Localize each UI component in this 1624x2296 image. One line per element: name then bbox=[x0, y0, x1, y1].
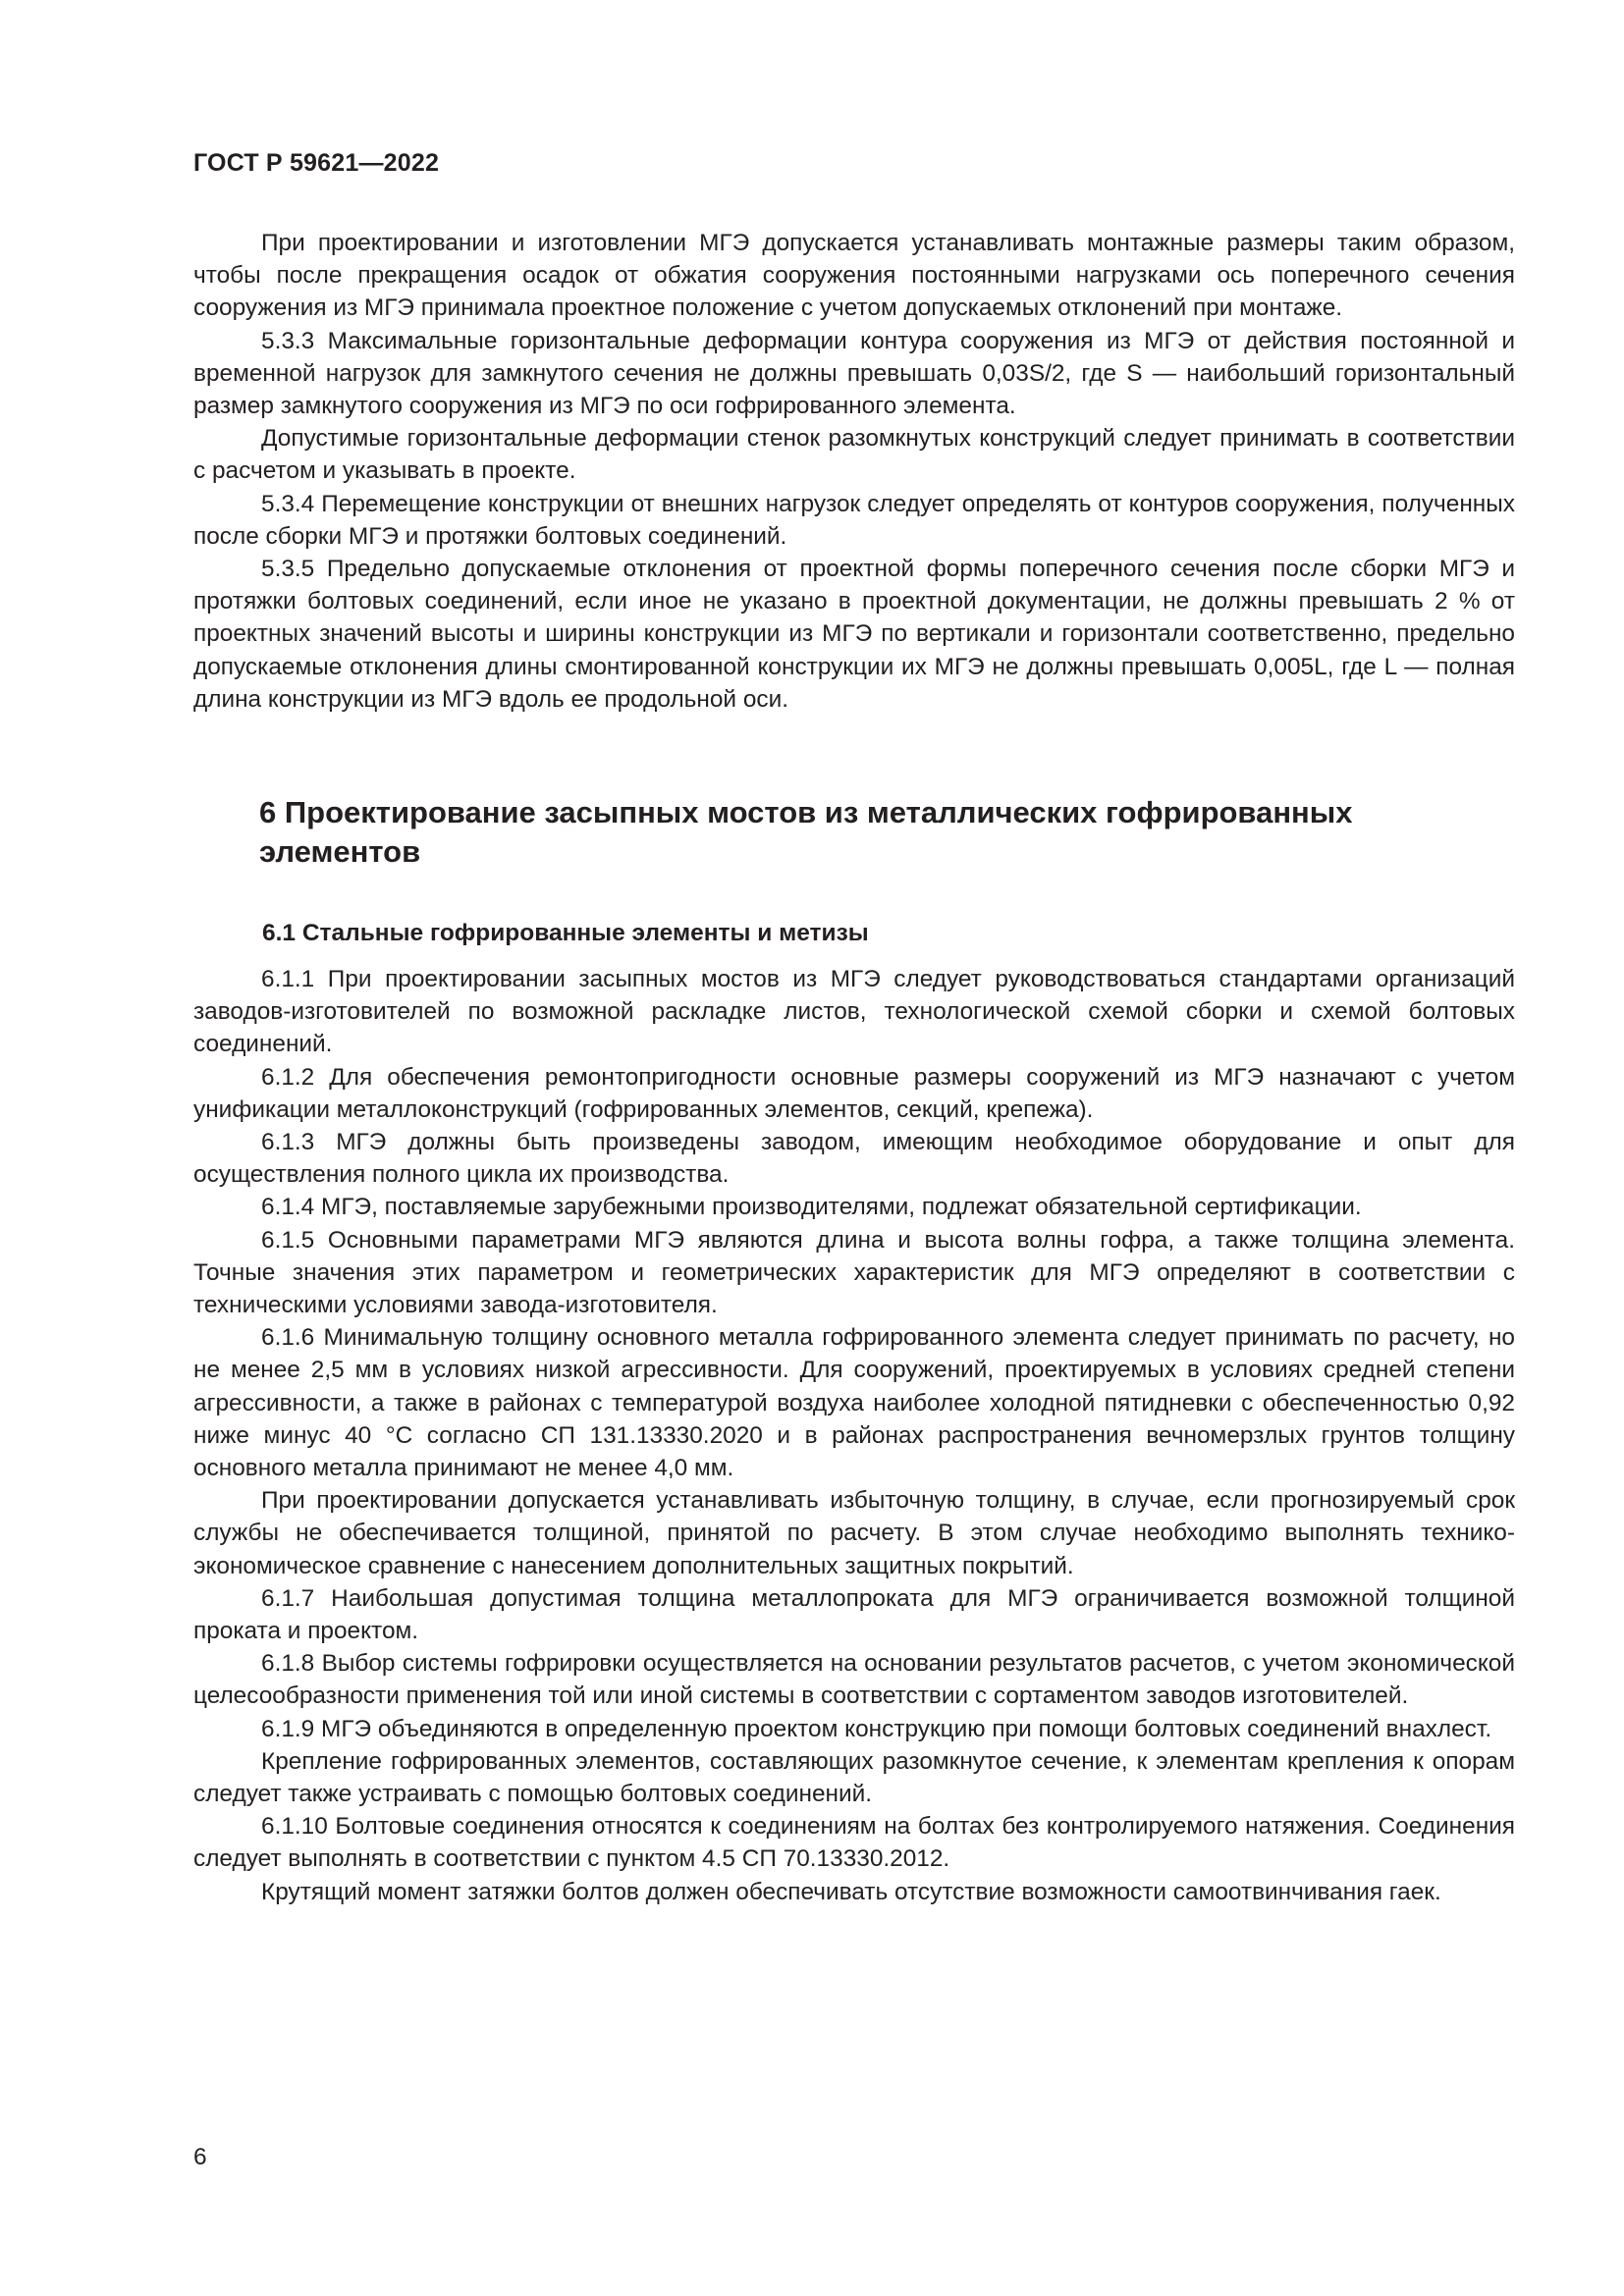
paragraph-6-1-5: 6.1.5 Основными параметрами МГЭ являются длина и высота волны гофра, а также толщина элемента. Точные значения этих параметром и геометрических характеристик для МГЭ определяют в соответствии с техническими условиями завода-изготовителя. bbox=[193, 1226, 1515, 1319]
paragraph: Крепление гофрированных элементов, составляющих разомкнутое сечение, к элементам крепления к опорам следует также устраивать с помощью болтовых соединений. bbox=[193, 1747, 1515, 1808]
paragraph-6-1-1: 6.1.1 При проектировании засыпных мостов из МГЭ следует руководствоваться стандартами организаций заводов-изготовителей по возможной раскладке листов, технологической схемой сборки и схемой болтовых соединений. bbox=[193, 966, 1515, 1058]
paragraph: Допустимые горизонтальные деформации стенок разомкнутых конструкций следует принимать в соответствии с расчетом и указывать в проекте. bbox=[193, 425, 1515, 485]
subsection-6-1-heading: 6.1 Стальные гофрированные элементы и метизы bbox=[262, 920, 869, 946]
paragraph-6-1-2: 6.1.2 Для обеспечения ремонтопригодности основные размеры сооружений из МГЭ назначают с учетом унификации металлоконструкций (гофрированных элементов, секций, крепежа). bbox=[193, 1063, 1515, 1123]
section-6-heading: 6 Проектирование засыпных мостов из металлических гофрированных элементов bbox=[259, 795, 1353, 869]
page-number: 6 bbox=[193, 2144, 207, 2170]
section-5-text bbox=[193, 227, 1515, 716]
paragraph-5-3-4: 5.3.4 Перемещение конструкции от внешних нагрузок следует определять от контуров сооружения, полученных после сборки МГЭ и протяжки болтовых соединений. bbox=[193, 490, 1515, 550]
document-header: ГОСТ Р 59621—2022 bbox=[193, 149, 440, 177]
paragraph: При проектировании допускается устанавливать избыточную толщину, в случае, если прогнозируемый срок службы не обеспечивается толщиной, принятой по расчету. В этом случае необходимо выполнять технико-экономическое сравнение с нанесением дополнительных защитных покрытий. bbox=[193, 1487, 1515, 1579]
paragraph: При проектировании и изготовлении МГЭ допускается устанавливать монтажные размеры таким образом, чтобы после прекращения осадок от обжатия сооружения постоянными нагрузками ось поперечного сечения сооружения из МГЭ принимала проектное положение с учетом допускаемых отклонений при монтаже. bbox=[193, 230, 1515, 322]
paragraph-6-1-10: 6.1.10 Болтовые соединения относятся к соединениям на болтах без контролируемого натяжения. Соединения следует выполнять в соответствии с пунктом 4.5 СП 70.13330.2012. bbox=[193, 1813, 1515, 1873]
paragraph-6-1-7: 6.1.7 Наибольшая допустимая толщина металлопроката для МГЭ ограничивается возможной толщиной проката и проектом. bbox=[193, 1584, 1515, 1645]
paragraph: Крутящий момент затяжки болтов должен обеспечивать отсутствие возможности самоотвинчивания гаек. bbox=[261, 1878, 1441, 1905]
paragraph-6-1-3: 6.1.3 МГЭ должны быть произведены заводом, имеющим необходимое оборудование и опыт для осуществления полного цикла их производства. bbox=[193, 1129, 1515, 1189]
paragraph-5-3-5: 5.3.5 Предельно допускаемые отклонения от проектной формы поперечного сечения после сборки МГЭ и протяжки болтовых соединений, если иное не указано в проектной документации, не должны превышать 2 % от проектных значений высоты и ширины конструкции из МГЭ по вертикали и горизонтали соответственно, предельно допускаемые отклонения длины смонтированной конструкции их МГЭ не должны превышать 0,005L, где L — полная длина конструкции из МГЭ вдоль ее продольной оси. bbox=[193, 556, 1515, 713]
paragraph-6-1-8: 6.1.8 Выбор системы гофрировки осуществляется на основании результатов расчетов, с учетом экономической целесообразности применения той или иной системы в соответствии с сортаментом заводов изготовителей. bbox=[193, 1650, 1515, 1710]
paragraph-6-1-6: 6.1.6 Минимальную толщину основного металла гофрированного элемента следует принимать по расчету, но не менее 2,5 мм в условиях низкой агрессивности. Для сооружений, проектируемых в условиях средней степени агрессивности, а также в районах с температурой воздуха наиболее холодной пятидневки с обеспеченностью 0,92 ниже минус 40 °С согласно СП 131.13330.2020 и в районах распространения вечномерзлых грунтов толщину основного металла принимают не менее 4,0 мм. bbox=[193, 1324, 1515, 1482]
paragraph-6-1-9: 6.1.9 МГЭ объединяются в определенную проектом конструкцию при помощи болтовых соединений внахлест. bbox=[261, 1715, 1492, 1742]
paragraph-6-1-4: 6.1.4 МГЭ, поставляемые зарубежными производителями, подлежат обязательной сертификации. bbox=[261, 1194, 1362, 1221]
section-6-1-text bbox=[193, 963, 1515, 1908]
paragraph-5-3-3: 5.3.3 Максимальные горизонтальные деформации контура сооружения из МГЭ от действия постоянной и временной нагрузок для замкнутого сечения не должны превышать 0,03S/2, где S — наибольший горизонтальный размер замкнутого сооружения из МГЭ по оси гофрированного элемента. bbox=[193, 327, 1515, 420]
